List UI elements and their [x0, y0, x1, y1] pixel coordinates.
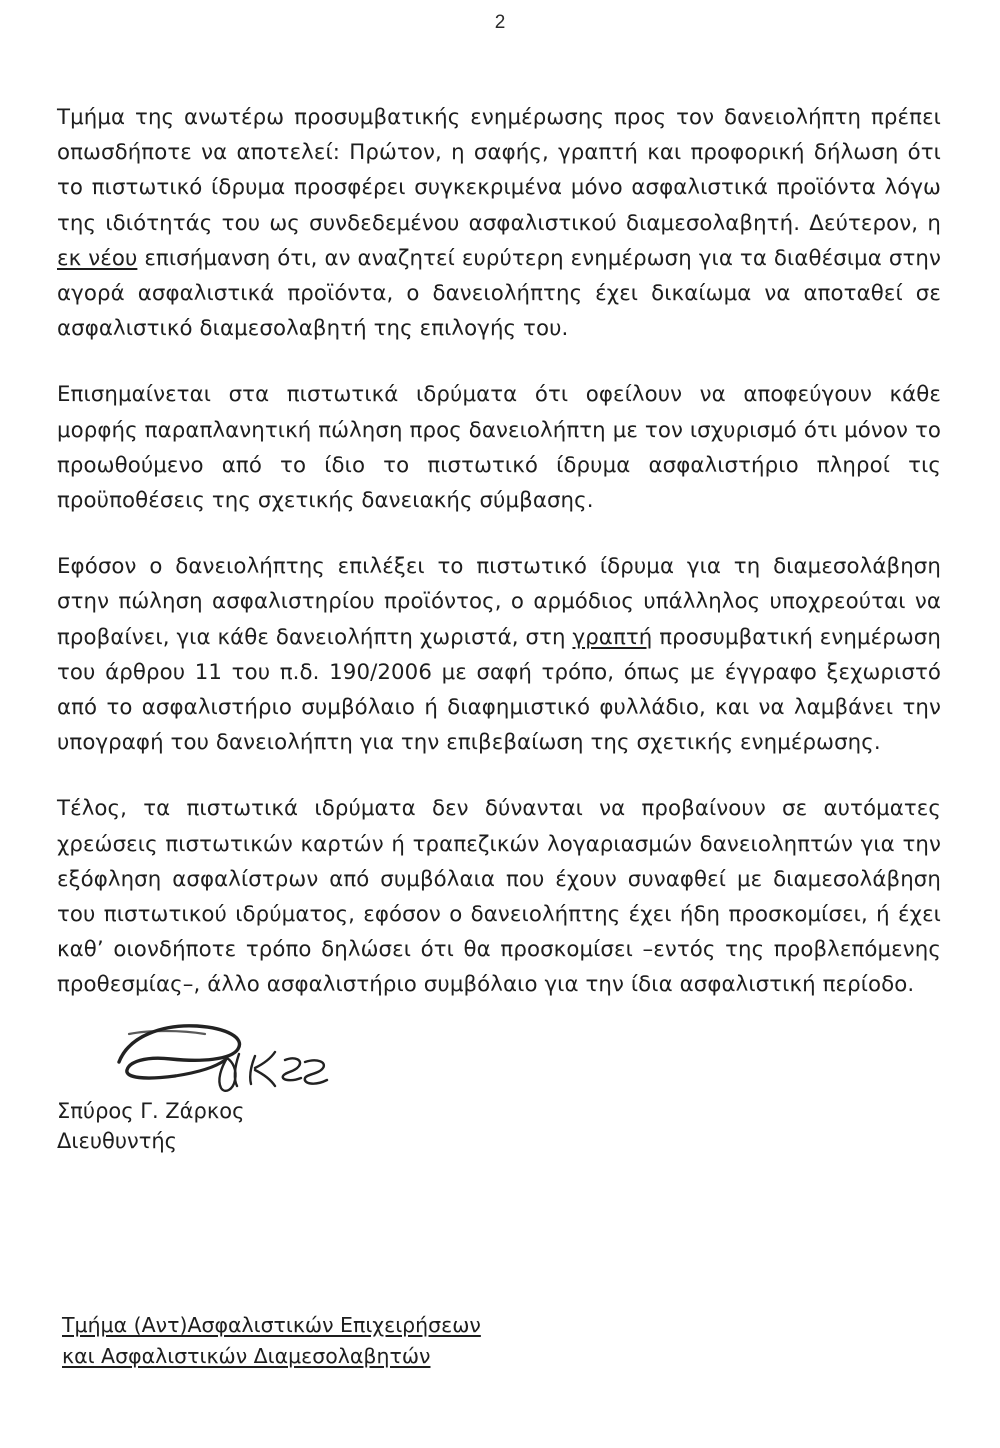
signatory-title: Διευθυντής [57, 1129, 177, 1153]
footer-line-1: Τμήμα (Αντ)Ασφαλιστικών Επιχειρήσεων [62, 1313, 481, 1337]
para-3-text-0: Εφόσον ο δανειολήπτης επιλέξει το πιστωτικό ίδρυμα για τη διαμεσολάβηση στην πώληση ασφαλιστηρίου προϊόντος, ο αρμόδιος υπάλληλος υποχρεούται να προβαίνει, για κάθε δανειολήπτη χωριστά, στη [57, 554, 941, 650]
paragraph-2 [57, 377, 941, 518]
para-1-text-0: Τμήμα της ανωτέρω προσυμβατικής ενημέρωσης προς τον δανειολήπτη πρέπει οπωσδήποτε να αποτελεί: Πρώτον, η σαφής, γραπτή και προφορική δήλωση ότι το πιστωτικό ίδρυμα προσφέρει συγκεκριμένα μόνο ασφαλιστικά προϊόντα λόγω της ιδιότητάς του ως συνδεδεμένου ασφαλιστικού διαμεσολαβητή. Δεύτερον, η [57, 105, 941, 236]
para-4-text-0: Τέλος, τα πιστωτικά ιδρύματα δεν δύνανται να προβαίνουν σε αυτόματες χρεώσεις πιστωτικών καρτών ή τραπεζικών λογαριασμών δανειοληπτών για την εξόφληση ασφαλίστρων από συμβόλαια που έχουν συναφθεί με διαμεσολάβηση του πιστωτικού ιδρύματος, εφόσον ο δανειολήπτης έχει ήδη προσκομίσει, ή έχει καθ’ οιονδήποτε τρόπο δηλώσει ότι θα προσκομίσει –εντός της προβλεπόμενης προθεσμίας–, άλλο ασφαλιστήριο συμβόλαιο για την ίδια ασφαλιστική περίοδο. [57, 796, 941, 998]
paragraph-1 [57, 100, 941, 346]
para-3-text-2: προσυμβατική ενημέρωση του άρθρου 11 του π.δ. 190/2006 με σαφή τρόπο, όπως με έγγραφο ξεχωριστό από το ασφαλιστήριο συμβόλαιο ή διαφημιστικό φυλλάδιο, και να λαμβάνει την υπογραφή του δανειολήπτη για την επιβεβαίωση της σχετικής ενημέρωσης. [57, 624, 941, 756]
paragraph-3 [57, 549, 941, 760]
paragraph-4 [57, 791, 941, 1002]
page-number: 2 [494, 12, 506, 33]
handwritten-signature-icon [105, 1018, 355, 1096]
para-2-text-0: Επισημαίνεται στα πιστωτικά ιδρύματα ότι οφείλουν να αποφεύγουν κάθε μορφής παραπλανητική πώληση προς δανειολήπτη με τον ισχυρισμό ότι μόνον το προωθούμενο από το ίδιο το πιστωτικό ίδρυμα ασφαλιστήριο πληροί τις προϋποθέσεις της σχετικής δανειακής σύμβασης. [57, 382, 941, 514]
signature-block [57, 1018, 477, 1156]
para-1-text-2: επισήμανση ότι, αν αναζητεί ευρύτερη ενημέρωση για τα διαθέσιμα στην αγορά ασφαλιστικά προϊόντα, ο δανειολήπτης έχει δικαίωμα να αποταθεί σε ασφαλιστικό διαμεσολαβητή της επιλογής του. [57, 245, 941, 342]
para-3-underlined-1: γραπτή [572, 624, 653, 650]
footer-department [62, 1310, 662, 1372]
signatory-name: Σπύρος Γ. Ζάρκος [57, 1099, 245, 1123]
document-body [57, 100, 941, 1003]
footer-line-2: και Ασφαλιστικών Διαμεσολαβητών [62, 1344, 431, 1368]
para-1-underlined-1: εκ νέου [57, 245, 138, 271]
footer-line-1-row [62, 1310, 662, 1341]
footer-line-2-row [62, 1341, 662, 1372]
